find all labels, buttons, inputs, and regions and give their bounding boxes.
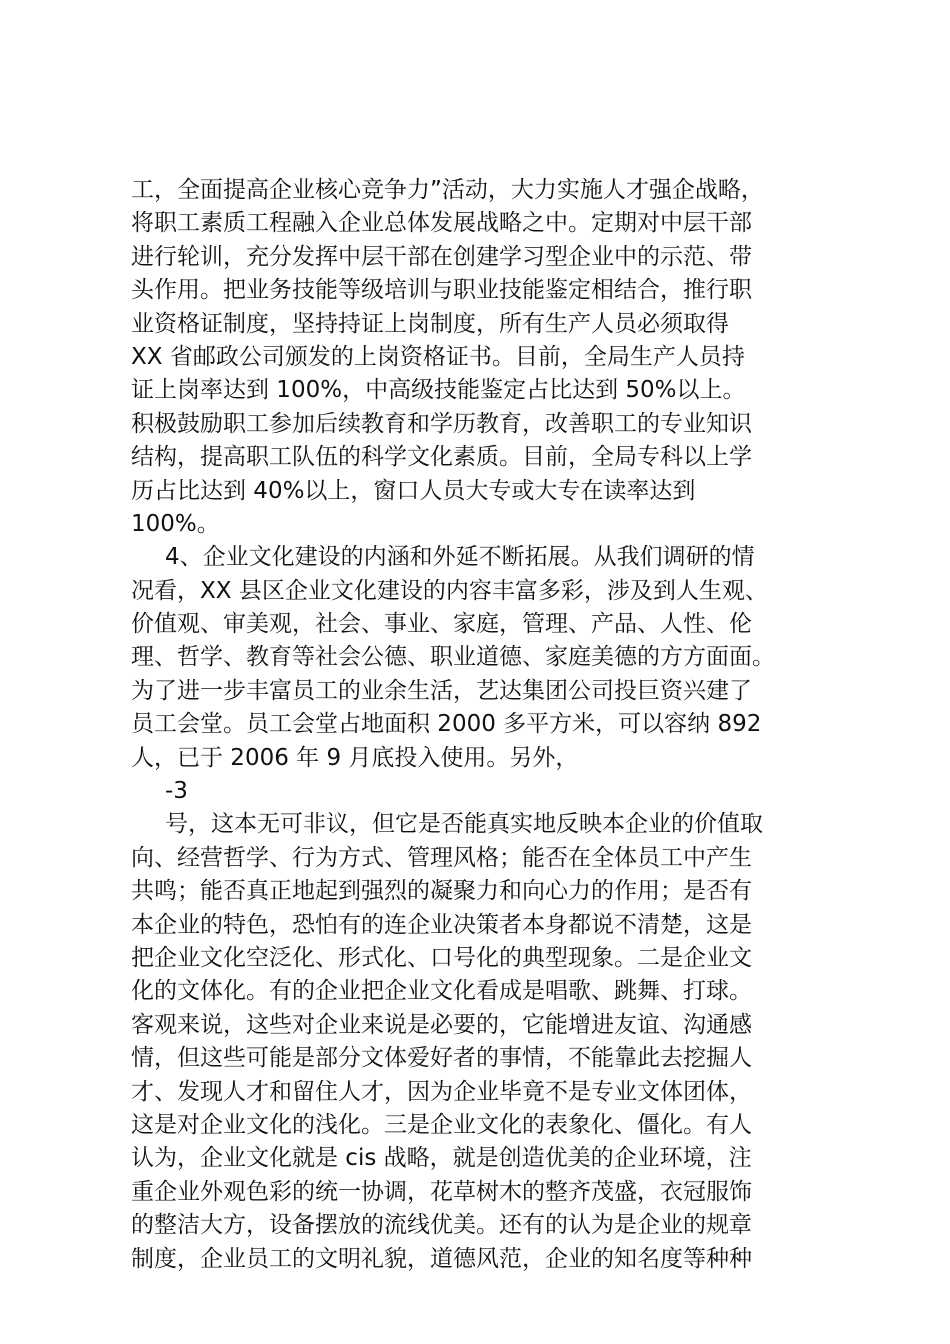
text-line: 客观来说，这些对企业来说是必要的，它能增进友谊、沟通感: [131, 1011, 752, 1038]
text-line: 认为，企业文化就是 cis 战略，就是创造优美的企业环境，注: [131, 1145, 752, 1172]
page-number: -3: [165, 778, 188, 805]
text-line: 本企业的特色，恐怕有的连企业决策者本身都说不清楚，这是: [131, 911, 752, 938]
text-line: 情，但这些可能是部分文体爱好者的事情，不能靠此去挖掘人: [131, 1045, 752, 1072]
text-line: 重企业外观色彩的统一协调，花草树木的整齐茂盛，衣冠服饰: [131, 1178, 752, 1205]
text-line: 进行轮训，充分发挥中层干部在创建学习型企业中的示范、带: [131, 243, 752, 270]
text-line: 理、哲学、教育等社会公德、职业道德、家庭美德的方方面面。: [131, 644, 775, 671]
text-line: 头作用。把业务技能等级培训与职业技能鉴定相结合，推行职: [131, 277, 752, 304]
text-line: 将职工素质工程融入企业总体发展战略之中。定期对中层干部: [131, 210, 752, 237]
paragraph-start-line: 4、企业文化建设的内涵和外延不断拓展。从我们调研的情: [165, 544, 755, 571]
text-line: 人，已于 2006 年 9 月底投入使用。另外，: [131, 744, 579, 771]
text-line: 把企业文化空泛化、形式化、口号化的典型现象。二是企业文: [131, 944, 752, 971]
text-line: XX 省邮政公司颁发的上岗资格证书。目前，全局生产人员持: [131, 343, 745, 370]
text-line: 制度，企业员工的文明礼貌，道德风范，企业的知名度等种种: [131, 1245, 752, 1272]
text-line: 才、发现人才和留住人才，因为企业毕竟不是专业文体团体，: [131, 1078, 752, 1105]
document-body: [131, 174, 831, 1276]
text-line: 向、经营哲学、行为方式、管理风格；能否在全体员工中产生: [131, 844, 752, 871]
paragraph-start-line: 号，这本无可非议，但它是否能真实地反映本企业的价值取: [165, 811, 763, 838]
text-line: 结构，提高职工队伍的科学文化素质。目前，全局专科以上学: [131, 444, 752, 471]
text-line: 况看，XX 县区企业文化建设的内容丰富多彩，涉及到人生观、: [131, 577, 768, 604]
text-line: 证上岗率达到 100%，中高级技能鉴定占比达到 50%以上。: [131, 377, 746, 404]
text-line: 历占比达到 40%以上，窗口人员大专或大专在读率达到: [131, 477, 696, 504]
text-line: 为了进一步丰富员工的业余生活，艺达集团公司投巨资兴建了: [131, 677, 752, 704]
text-line: 员工会堂。员工会堂占地面积 2000 多平方米，可以容纳 892: [131, 711, 762, 738]
text-line: 积极鼓励职工参加后续教育和学历教育，改善职工的专业知识: [131, 410, 752, 437]
text-line: 的整洁大方，设备摆放的流线优美。还有的认为是企业的规章: [131, 1212, 752, 1239]
text-line: 工，全面提高企业核心竞争力”活动，大力实施人才强企战略，: [131, 177, 764, 203]
text-line: 这是对企业文化的浅化。三是企业文化的表象化、僵化。有人: [131, 1111, 752, 1138]
text-line: 100%。: [131, 510, 220, 537]
text-line: 共鸣；能否真正地起到强烈的凝聚力和向心力的作用；是否有: [131, 878, 752, 905]
text-line: 价值观、审美观，社会、事业、家庭，管理、产品、人性、伦: [131, 611, 752, 638]
text-line: 业资格证制度，坚持持证上岗制度，所有生产人员必须取得: [131, 310, 729, 337]
text-line: 化的文体化。有的企业把企业文化看成是唱歌、跳舞、打球。: [131, 978, 752, 1005]
